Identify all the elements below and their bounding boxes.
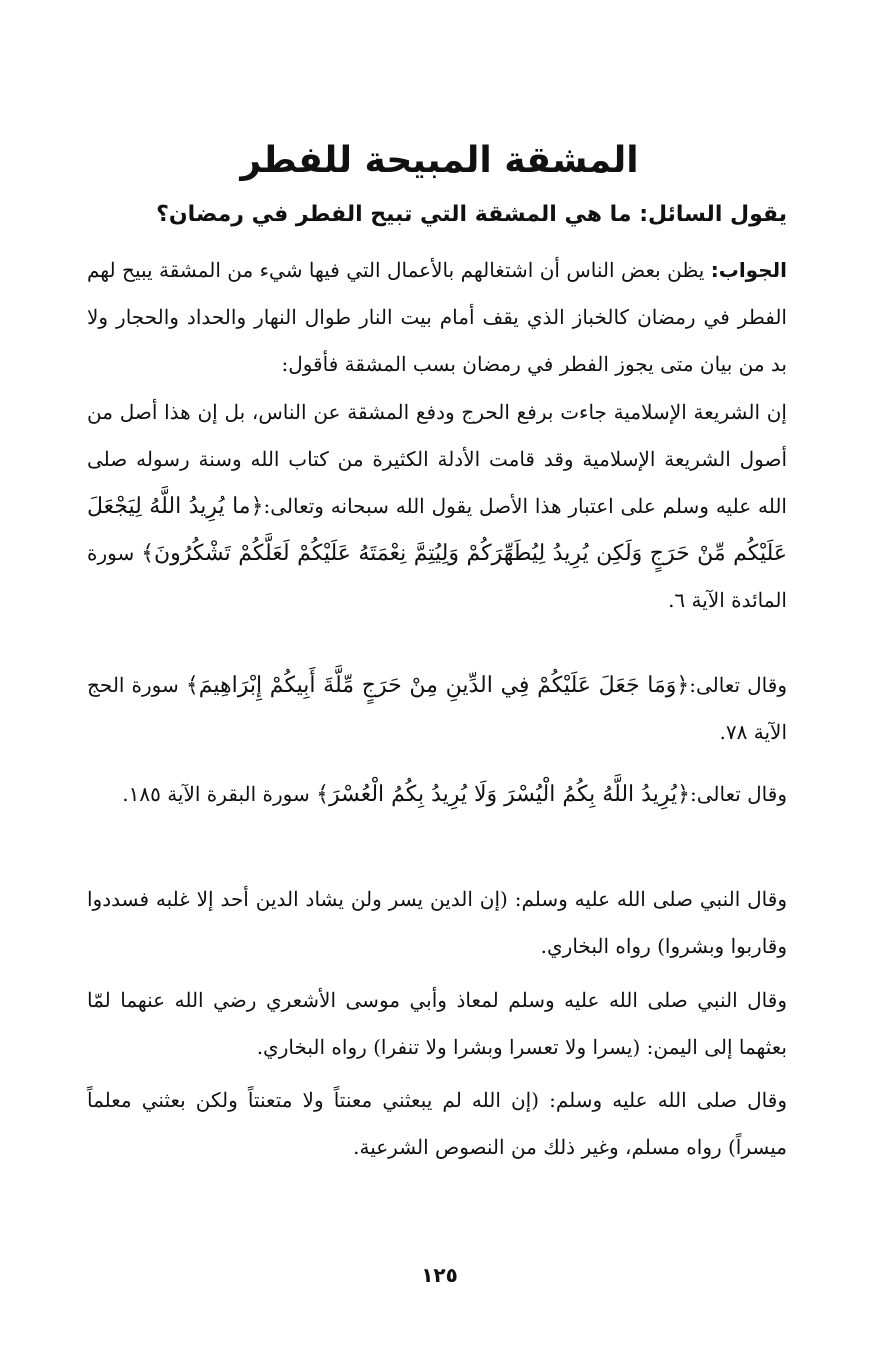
- question-line: يقول السائل: ما هي المشقة التي تبيح الفطر في رمضان؟: [156, 202, 787, 227]
- quran-verse-hajj: ﴿وَمَا جَعَلَ عَلَيْكُمْ فِي الدِّينِ مِنْ حَرَجٍ مِّلَّةَ أَبِيكُمْ إِبْرَاهِيمَ﴾: [185, 673, 690, 698]
- principle-text: إن الشريعة الإسلامية جاءت برفع الحرج ودفع المشقة عن الناس، بل إن هذا أصل من أصول الشريعة الإسلامية وقد قامت الأدلة الكثيرة من كتاب الله وسنة رسوله صلى الله عليه وسلم على اعتبار هذا الأصل يقول الله سبحانه وتعالى:: [87, 400, 787, 518]
- page-number: ١٢٥: [421, 1263, 458, 1287]
- verse-ref-hajj: سورة الحج الآية ٧٨.: [87, 673, 787, 744]
- quran-verse-baqarah: ﴿يُرِيدُ اللَّهُ بِكُمُ الْيُسْرَ وَلَا يُرِيدُ بِكُمُ الْعُسْرَ﴾: [316, 782, 690, 807]
- paragraph-hajj: [87, 662, 787, 756]
- answer-label: الجواب:: [710, 258, 787, 282]
- answer-paragraph: [87, 247, 787, 388]
- paragraph-baqarah: [87, 771, 787, 818]
- baqarah-intro: وقال تعالى:: [689, 782, 787, 806]
- verse-ref-maidah: سورة المائدة الآية ٦.: [87, 541, 787, 612]
- hajj-intro: وقال تعالى:: [689, 673, 787, 697]
- answer-text: يظن بعض الناس أن اشتغالهم بالأعمال التي فيها شيء من المشقة يبيح لهم الفطر في رمضان كالخباز الذي يقف أمام بيت النار طوال النهار والحداد والحجار ولا بد من بيان متى يجوز الفطر في رمضان بسب المشقة فأقول:: [87, 258, 787, 376]
- verse-ref-baqarah: سورة البقرة الآية ١٨٥.: [122, 782, 317, 806]
- hadith-bukhari-1: وقال النبي صلى الله عليه وسلم: (إن الدين يسر ولن يشاد الدين أحد إلا غلبه فسددوا وقاربوا وبشروا) رواه البخاري.: [87, 887, 787, 958]
- quran-verse-maidah: ﴿ما يُرِيدُ اللَّهُ لِيَجْعَلَ عَلَيْكُم مِّنْ حَرَجٍ وَلَكِن يُرِيدُ لِيُطَهِّرَكُمْ وَلِيُتِمَّ نِعْمَتَهُ عَلَيْكُمْ لَعَلَّكُمْ تَشْكُرُونَ﴾: [87, 494, 787, 566]
- page-title: المشقة المبيحة للفطر: [240, 140, 639, 181]
- paragraph-principle: [87, 389, 787, 624]
- hadith-bukhari-2: وقال النبي صلى الله عليه وسلم لمعاذ وأبي موسى الأشعري رضي الله عنهما لمّا بعثهما إلى اليمن: (يسرا ولا تعسرا وبشرا ولا تنفرا) رواه البخاري.: [87, 988, 787, 1059]
- hadith-muslim: وقال صلى الله عليه وسلم: (إن الله لم يبعثني معنتاً ولا متعنتاً ولكن بعثني معلماً ميسراً) رواه مسلم، وغير ذلك من النصوص الشرعية.: [87, 1088, 787, 1159]
